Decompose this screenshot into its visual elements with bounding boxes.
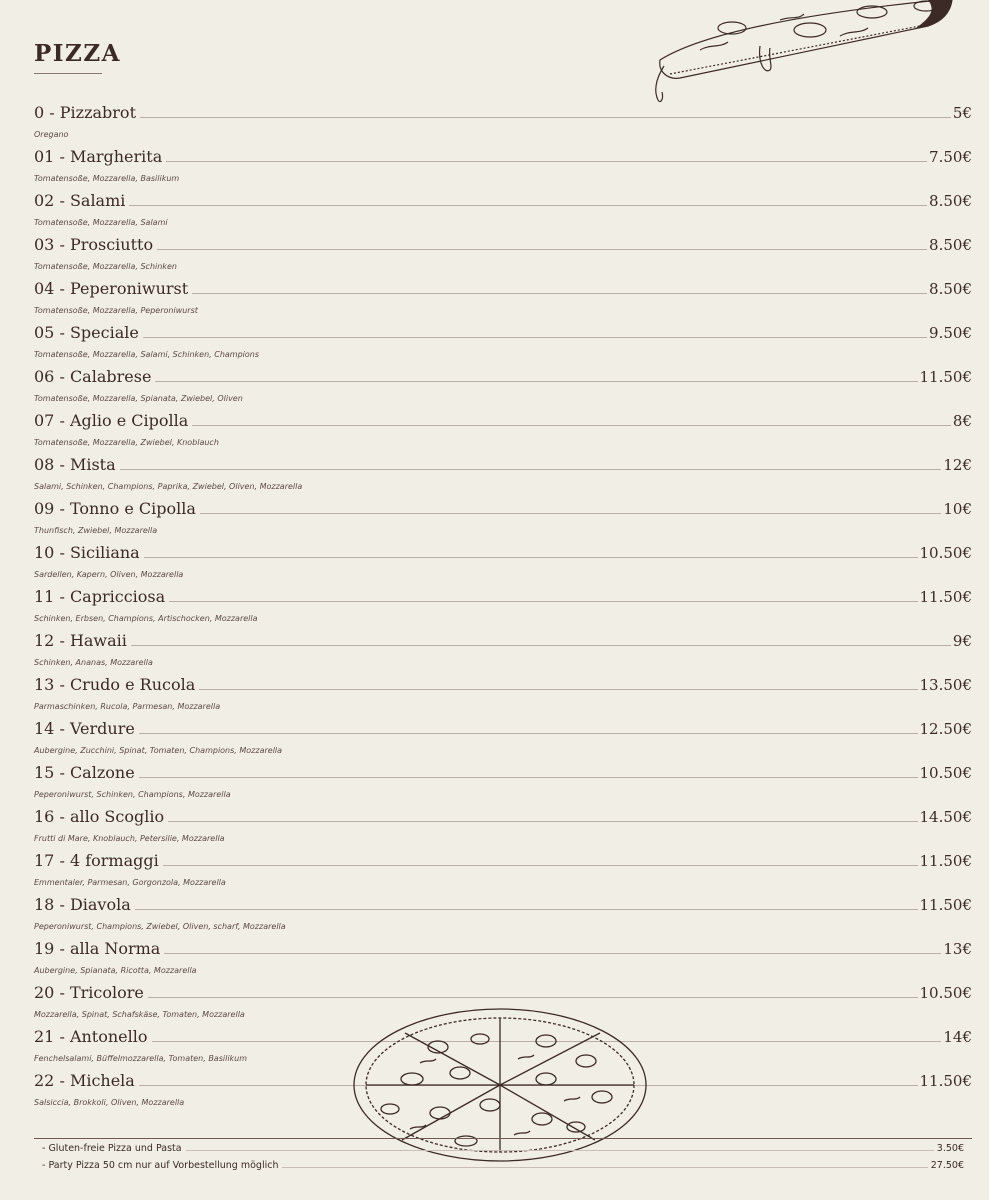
item-description: Frutti di Mare, Knoblauch, Petersilie, Mozzarella [34, 834, 225, 843]
menu-item [34, 367, 972, 411]
dotted-leader [168, 820, 917, 822]
item-description: Tomatensoße, Mozzarella, Salami [34, 218, 168, 227]
item-price: 8.50€ [929, 236, 972, 254]
item-name: 22 - Michela [34, 1071, 135, 1090]
menu-item [34, 411, 972, 455]
item-name: 02 - Salami [34, 191, 126, 210]
menu-item [34, 235, 972, 279]
menu-item [34, 675, 972, 719]
menu-list [34, 103, 972, 1115]
menu-item [34, 763, 972, 807]
menu-item [34, 499, 972, 543]
item-price: 5€ [952, 104, 972, 122]
item-price: 8€ [952, 412, 972, 430]
item-name: 10 - Siciliana [34, 543, 140, 562]
item-price: 12.50€ [919, 720, 972, 738]
item-description: Tomatensoße, Mozzarella, Basilikum [34, 174, 180, 183]
dotted-leader [135, 908, 918, 910]
item-price: 12€ [943, 456, 972, 474]
dotted-leader [131, 644, 951, 646]
item-name: 06 - Calabrese [34, 367, 152, 386]
dotted-leader [139, 732, 918, 734]
extra-item [42, 1143, 964, 1160]
dotted-leader [186, 1150, 934, 1151]
item-price: 13.50€ [919, 676, 972, 694]
item-price: 11.50€ [919, 368, 972, 386]
item-description: Emmentaler, Parmesan, Gorgonzola, Mozzarella [34, 878, 226, 887]
item-price: 14€ [943, 1028, 972, 1046]
extra-item [42, 1160, 964, 1177]
item-description: Salami, Schinken, Champions, Paprika, Zwiebel, Oliven, Mozzarella [34, 482, 303, 491]
item-description: Thunfisch, Zwiebel, Mozzarella [34, 526, 158, 535]
item-name: 04 - Peperoniwurst [34, 279, 189, 298]
menu-item [34, 279, 972, 323]
menu-item [34, 323, 972, 367]
item-price: 11.50€ [919, 852, 972, 870]
pizza-slice-illustration [640, 0, 960, 110]
item-description: Schinken, Ananas, Mozzarella [34, 658, 153, 667]
item-description: Tomatensoße, Mozzarella, Zwiebel, Knoblauch [34, 438, 219, 447]
item-price: 9.50€ [929, 324, 972, 342]
item-name: 16 - allo Scoglio [34, 807, 165, 826]
menu-item [34, 719, 972, 763]
item-name: 12 - Hawaii [34, 631, 127, 650]
extra-text: - Gluten-freie Pizza und Pasta [42, 1143, 182, 1154]
item-name: 03 - Prosciutto [34, 235, 154, 254]
item-name: 21 - Antonello [34, 1027, 148, 1046]
dotted-leader [140, 116, 951, 118]
dotted-leader [166, 160, 927, 162]
item-description: Tomatensoße, Mozzarella, Spianata, Zwiebel, Oliven [34, 394, 243, 403]
item-description: Tomatensoße, Mozzarella, Peperoniwurst [34, 306, 198, 315]
dotted-leader [192, 424, 951, 426]
item-description: Aubergine, Zucchini, Spinat, Tomaten, Champions, Mozzarella [34, 746, 283, 755]
item-description: Peperoniwurst, Schinken, Champions, Mozzarella [34, 790, 231, 799]
dotted-leader [143, 336, 927, 338]
item-name: 19 - alla Norma [34, 939, 161, 958]
item-price: 11.50€ [919, 1072, 972, 1090]
item-description: Tomatensoße, Mozzarella, Salami, Schinken, Champions [34, 350, 260, 359]
dotted-leader [139, 776, 918, 778]
dotted-leader [199, 688, 917, 690]
item-price: 10.50€ [919, 984, 972, 1002]
menu-item [34, 631, 972, 675]
item-name: 0 - Pizzabrot [34, 103, 136, 122]
item-name: 14 - Verdure [34, 719, 135, 738]
dotted-leader [157, 248, 927, 250]
item-name: 20 - Tricolore [34, 983, 144, 1002]
item-description: Oregano [34, 130, 69, 139]
extra-text: - Party Pizza 50 cm nur auf Vorbestellung möglich [42, 1160, 279, 1171]
item-name: 17 - 4 formaggi [34, 851, 159, 870]
menu-item [34, 147, 972, 191]
dotted-leader [120, 468, 942, 470]
item-name: 05 - Speciale [34, 323, 139, 342]
extra-price: 3.50€ [936, 1143, 964, 1154]
item-name: 18 - Diavola [34, 895, 131, 914]
dotted-leader [164, 952, 941, 954]
item-price: 11.50€ [919, 588, 972, 606]
item-name: 09 - Tonno e Cipolla [34, 499, 196, 518]
item-name: 08 - Mista [34, 455, 116, 474]
menu-item [34, 587, 972, 631]
item-description: Tomatensoße, Mozzarella, Schinken [34, 262, 177, 271]
item-price: 8.50€ [929, 280, 972, 298]
menu-item [34, 895, 972, 939]
item-description: Mozzarella, Spinat, Schafskäse, Tomaten, Mozzarella [34, 1010, 245, 1019]
dotted-leader [200, 512, 941, 514]
dotted-leader [144, 556, 918, 558]
whole-pizza-illustration [350, 1005, 650, 1165]
item-price: 10.50€ [919, 764, 972, 782]
item-name: 11 - Capricciosa [34, 587, 166, 606]
item-description: Peperoniwurst, Champions, Zwiebel, Oliven, scharf, Mozzarella [34, 922, 286, 931]
item-price: 11.50€ [919, 896, 972, 914]
dotted-leader [282, 1167, 927, 1168]
menu-item [34, 939, 972, 983]
footer-divider [34, 1138, 972, 1139]
dotted-leader [155, 380, 917, 382]
dotted-leader [129, 204, 927, 206]
item-description: Aubergine, Spianata, Ricotta, Mozzarella [34, 966, 197, 975]
dotted-leader [192, 292, 927, 294]
item-price: 10€ [943, 500, 972, 518]
page-title: PIZZA [34, 40, 121, 67]
title-underline [34, 73, 102, 74]
item-name: 15 - Calzone [34, 763, 135, 782]
menu-item [34, 191, 972, 235]
extra-price: 27.50€ [930, 1160, 964, 1171]
menu-item [34, 543, 972, 587]
item-price: 10.50€ [919, 544, 972, 562]
item-price: 13€ [943, 940, 972, 958]
menu-item [34, 851, 972, 895]
item-description: Fenchelsalami, Büffelmozzarella, Tomaten, Basilikum [34, 1054, 248, 1063]
dotted-leader [148, 996, 918, 998]
item-price: 9€ [952, 632, 972, 650]
item-name: 01 - Margherita [34, 147, 163, 166]
item-description: Schinken, Erbsen, Champions, Artischocken, Mozzarella [34, 614, 258, 623]
item-price: 14.50€ [919, 808, 972, 826]
dotted-leader [163, 864, 918, 866]
menu-item [34, 807, 972, 851]
item-description: Sardellen, Kapern, Oliven, Mozzarella [34, 570, 184, 579]
item-name: 13 - Crudo e Rucola [34, 675, 196, 694]
item-description: Parmaschinken, Rucola, Parmesan, Mozzarella [34, 702, 221, 711]
menu-item [34, 455, 972, 499]
menu-item [34, 103, 972, 147]
item-price: 7.50€ [929, 148, 972, 166]
extras-list [42, 1143, 964, 1177]
item-name: 07 - Aglio e Cipolla [34, 411, 189, 430]
item-description: Salsiccia, Brokkoli, Oliven, Mozzarella [34, 1098, 185, 1107]
item-price: 8.50€ [929, 192, 972, 210]
dotted-leader [169, 600, 917, 602]
